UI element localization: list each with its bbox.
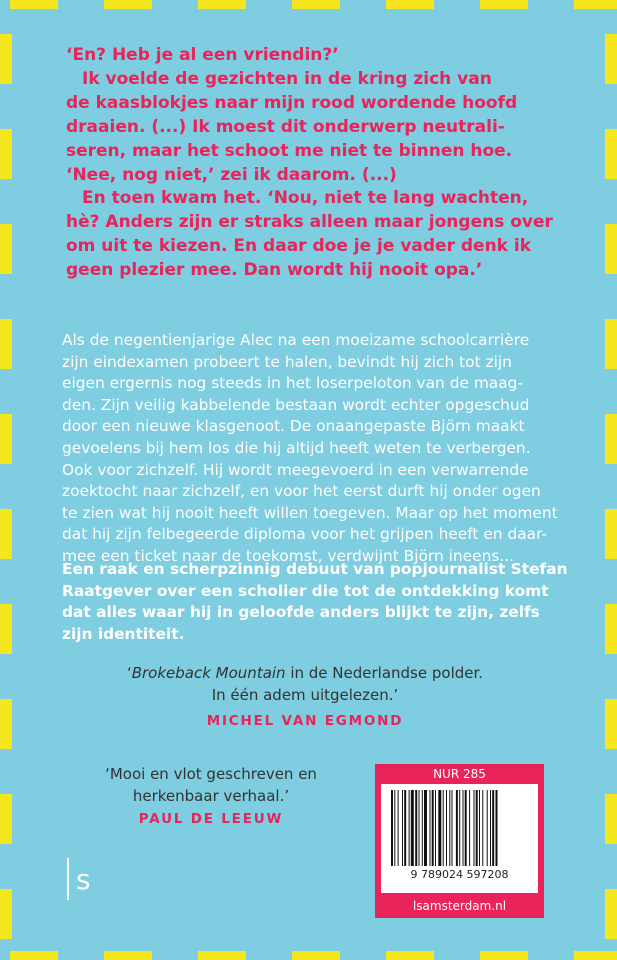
publisher-website: lsamsterdam.nl [412, 899, 507, 913]
border-dash [0, 604, 12, 654]
border-dash [574, 0, 617, 9]
synopsis-line: Ook voor zichzelf. Hij wordt meegevoerd in een verwarrende [62, 460, 529, 479]
barcode-bar [463, 790, 464, 866]
logo-bar [67, 858, 69, 900]
synopsis-line: zijn eindexamen probeert te halen, bevindt hij zich tot zijn [62, 352, 512, 371]
border-dash [104, 0, 152, 9]
border-dash [605, 889, 617, 939]
pitch-line: zijn identiteit. [62, 624, 185, 643]
review-1-title: Brokeback Mountain [131, 664, 286, 682]
barcode-bar [430, 790, 431, 866]
synopsis-line: zoektocht naar zichzelf, en voor het eerst durft hij onder ogen [62, 482, 541, 501]
barcode-bar [452, 790, 453, 866]
border-dash [0, 224, 12, 274]
barcode-area [381, 784, 538, 893]
barcode-bar [474, 790, 475, 866]
barcode-bar [456, 790, 458, 866]
review-1-line-2: In één adem uitgelezen.’ [211, 686, 399, 704]
barcode-bar [435, 790, 436, 866]
barcode-bar [496, 790, 498, 866]
barcode-bar [438, 790, 441, 866]
border-dash [605, 794, 617, 844]
barcode-bar [443, 790, 444, 866]
quote-line: seren, maar het schoot me niet te binnen hoe. [66, 140, 513, 161]
quote-line: geen plezier mee. Dan wordt hij nooit opa.’ [66, 260, 483, 281]
border-dash [0, 34, 12, 84]
pitch-line: Raatgever over een scholier die tot de ontdekking komt [62, 581, 549, 600]
barcode-bar [398, 790, 399, 866]
border-dash [104, 951, 152, 960]
synopsis-line: den. Zijn veilig kabbelende bestaan wordt echter opgeschud [62, 395, 530, 414]
barcode-bar [469, 790, 470, 866]
border-dash [198, 951, 246, 960]
border-dash [605, 34, 617, 84]
barcode-bar [446, 790, 447, 866]
border-dash [0, 129, 12, 179]
barcode-bar [465, 790, 467, 866]
border-dash [0, 414, 12, 464]
synopsis-line: gevoelens bij hem los die hij altijd heeft weten te verbergen. [62, 438, 531, 457]
border-dash [605, 414, 617, 464]
border-dash [605, 699, 617, 749]
barcode-bar [449, 790, 450, 866]
barcode-bar [459, 790, 460, 866]
quote-line: ‘Nee, nog niet,’ zei ik daarom. (...) [66, 164, 397, 185]
barcode-bar [411, 790, 414, 866]
pitch-line: Een raak en scherpzinnig debuut van popjournalist Stefan [62, 560, 568, 578]
border-dash [10, 0, 58, 9]
review-2-line-1: ‘Mooi en vlot geschreven en [105, 765, 317, 783]
border-dash [605, 224, 617, 274]
border-dash [0, 509, 12, 559]
barcode-bar [432, 790, 434, 866]
pitch-line: dat alles waar hij in geloofde anders blijkt te zijn, zelfs [62, 603, 540, 622]
excerpt-quote [66, 44, 566, 283]
review-2-author: PAUL DE LEEUW [138, 811, 284, 827]
border-dash [0, 699, 12, 749]
border-dash [574, 951, 617, 960]
barcode-bar [391, 790, 393, 866]
nur-code: NUR 285 [433, 767, 486, 781]
quote-line: ‘En? Heb je al een vriendin?’ [66, 45, 339, 65]
review-quote-1 [100, 662, 510, 732]
border-dash [480, 951, 528, 960]
barcode-bars-icon [391, 790, 528, 866]
border-dash [292, 951, 340, 960]
synopsis-line: te zien wat hij nooit heeft willen toegeven. Maar op het moment [62, 503, 558, 522]
barcode-bar [482, 790, 483, 866]
barcode-bar [492, 790, 494, 866]
barcode-bar [402, 790, 403, 866]
synopsis-line: mee een ticket naar de toekomst, verdwijnt Björn ineens... [62, 546, 515, 565]
border-dash [605, 509, 617, 559]
isbn-number: 9 789024 597208 [410, 868, 509, 881]
synopsis [62, 330, 562, 568]
border-dash [605, 604, 617, 654]
barcode-bar [476, 790, 478, 866]
quote-line: En toen kwam het. ‘Nou, niet te lang wachten, [82, 188, 529, 209]
publisher-logo-icon [62, 858, 102, 906]
border-dash [292, 0, 340, 9]
border-dash [386, 0, 434, 9]
barcode-bar [479, 790, 480, 866]
review-quote-2 [96, 763, 326, 830]
border-dash [480, 0, 528, 9]
border-dash [0, 319, 12, 369]
quote-line: om uit te kiezen. En daar doe je je vader denk ik [66, 236, 532, 257]
barcode-bar [415, 790, 417, 866]
synopsis-line: eigen ergernis nog steeds in het loserpeloton van de maag- [62, 374, 523, 393]
barcode-panel [375, 764, 544, 918]
border-dash [605, 319, 617, 369]
quote-line: Ik voelde de gezichten in de kring zich van [82, 68, 492, 89]
border-dash [386, 951, 434, 960]
quote-line: de kaasblokjes naar mijn rood wordende hoofd [66, 92, 518, 113]
border-dash [198, 0, 246, 9]
review-1-line-1: ‘Brokeback Mountain in de Nederlandse polder. [126, 664, 484, 682]
review-1-author: MICHEL VAN EGMOND [206, 713, 404, 729]
barcode-bar [419, 790, 420, 866]
barcode-bar [394, 790, 395, 866]
border-dash [10, 951, 58, 960]
synopsis-line: door een nieuwe klasgenoot. De onaangepaste Björn maakt [62, 417, 525, 436]
barcode-bar [409, 790, 410, 866]
quote-line: draaien. (...) Ik moest dit onderwerp neutrali- [66, 116, 505, 137]
border-dash [0, 794, 12, 844]
pitch-paragraph [62, 559, 568, 645]
synopsis-line: dat hij zijn felbegeerde diploma voor het grijpen heeft en daar- [62, 525, 547, 544]
barcode-bar [404, 790, 406, 866]
synopsis-line: Als de negentienjarige Alec na een moeizame schoolcarrière [62, 331, 530, 349]
barcode-bar [422, 790, 423, 866]
border-dash [0, 889, 12, 939]
barcode-bar [487, 790, 488, 866]
review-2-line-2: herkenbaar verhaal.’ [132, 787, 290, 805]
barcode-bar [424, 790, 427, 866]
barcode-bar [490, 790, 491, 866]
logo-letter: s [76, 863, 91, 896]
quote-line: hè? Anders zijn er straks alleen maar jongens over [66, 212, 553, 233]
border-dash [605, 129, 617, 179]
